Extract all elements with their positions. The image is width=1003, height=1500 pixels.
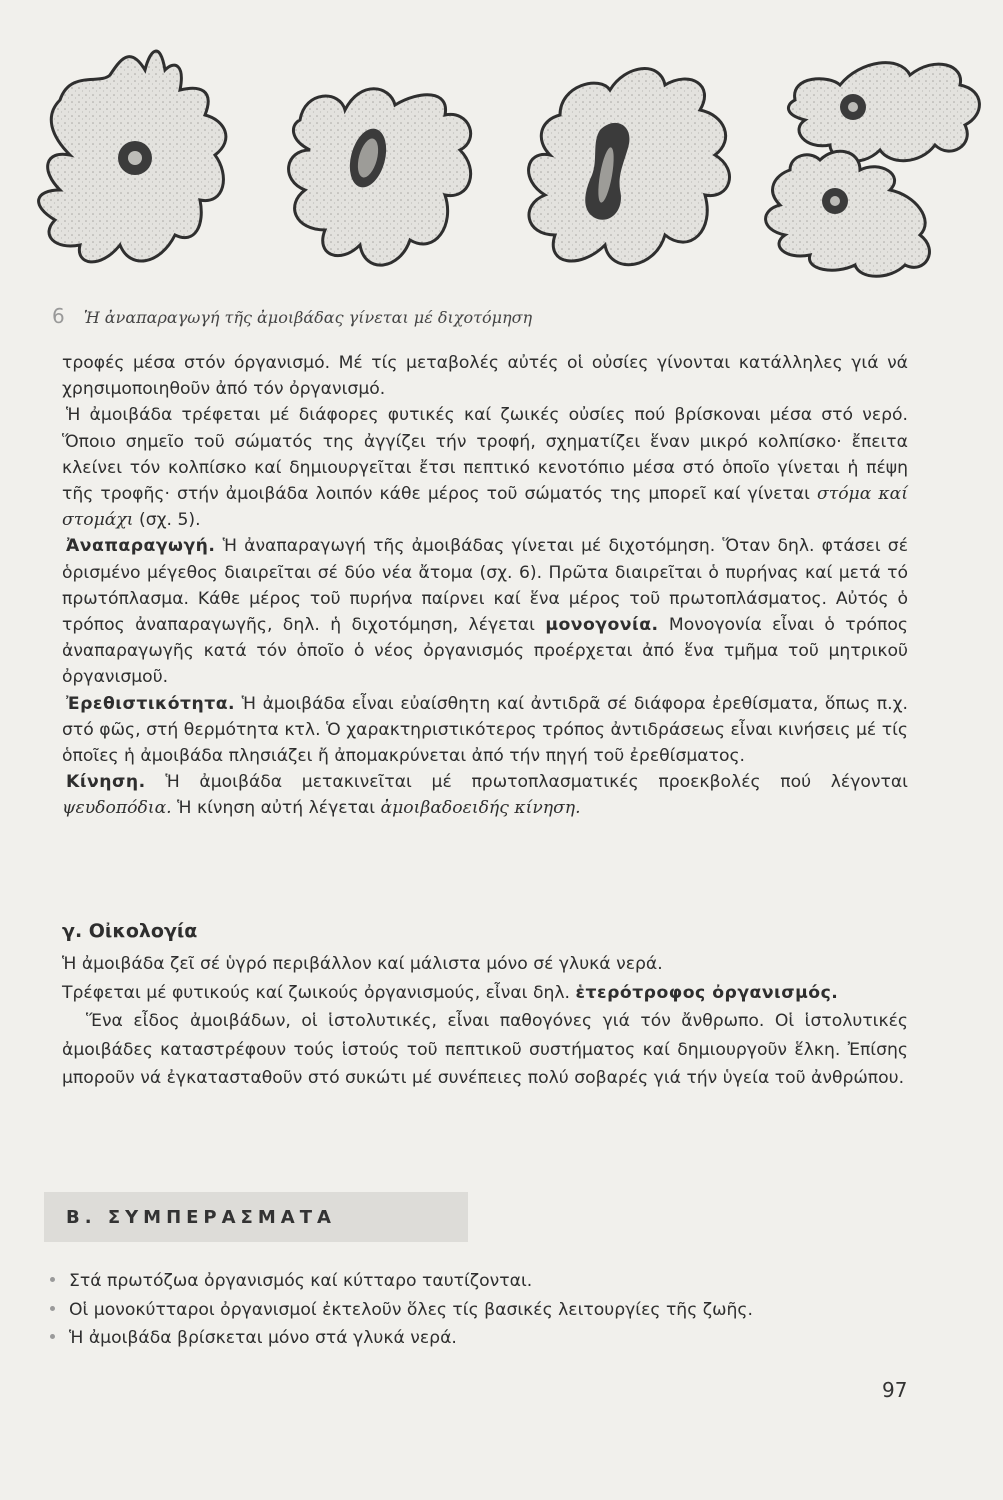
ecology-feeding [62, 979, 908, 1008]
amoeboid-movement-term: ἀμοιβαδοειδής κίνηση. [380, 798, 581, 819]
paragraph-movement [62, 769, 908, 821]
body-text [62, 350, 908, 822]
figure-caption [52, 304, 532, 328]
irritability-heading: Ἐρεθιστικότητα. [66, 693, 236, 714]
monogony-definition: Μονογονία εἶναι ὁ τρόπος ἀναπαραγωγῆς κατά τόν ὁποῖο ὁ νέος ὀργανισμός προέρχεται ἀπό ἕνα τμῆμα τοῦ μητρικοῦ ὀργανισμοῦ. [62, 615, 908, 688]
conclusions-list [50, 1267, 930, 1353]
pseudopodia-term: ψευδοπόδια. [62, 798, 172, 819]
ecology-feeding-text: Τρέφεται μέ φυτικούς καί ζωικούς ὀργανισμούς, εἶναι δηλ. [62, 982, 571, 1003]
conclusions-heading: Β. ΣΥΜΠΕΡΑΣΜΑΤΑ [66, 1207, 336, 1228]
nutrition-reference: (σχ. 5). [139, 510, 201, 531]
ecology-heading: γ. Οἰκολογία [62, 920, 198, 942]
bullet-icon [50, 1277, 55, 1282]
list-item [50, 1267, 930, 1296]
page-number: 97 [882, 1378, 908, 1402]
nutrition-emphasis: στόμα καί στομάχι [62, 484, 908, 531]
reproduction-text: Ἡ ἀναπαραγωγή τῆς ἀμοιβάδας γίνεται μέ διχοτόμηση. Ὅταν δηλ. φτάσει σέ ὁρισμένο μέγεθος διαιρεῖται σέ δύο νέα ἄτομα (σχ. 6). Πρῶτα διαιρεῖται ὁ πυρήνας καί μετά τό πρωτόπλασμα. Κάθε μέρος τοῦ πυρήνα παίρνει καί ἕνα μέρος τοῦ πρωτοπλάσματος. Αὐτός ὁ τρόπος ἀναπαραγωγῆς, δηλ. ἡ διχοτόμηση, λέγεται [62, 536, 908, 636]
amoeba-stage-4-lower [766, 151, 930, 276]
nutrition-text: Ἡ ἀμοιβάδα τρέφεται μέ διάφορες φυτικές καί ζωικές οὐσίες πού βρίσκοναι μέσα στό νερό. Ὅποιο σημεῖο τοῦ σώματός της ἀγγίζει τήν τροφή, σχηματίζει ἕναν μικρό κολπίσκο· ἔπειτα κλείνει τόν κολπίσκο καί δημιουργεῖται ἔτσι πεπτικό κενοτόπιο μέσα στό ὁποῖο γίνεται ἡ πέψη τῆς τροφῆς· στήν ἀμοιβάδα λοιπόν κάθε μέρος τοῦ σώματός της μπορεῖ καί γίνεται [62, 405, 908, 505]
amoeba-division-figure [0, 30, 1003, 300]
conclusion-text: Οἱ μονοκύτταροι ὀργανισμοί ἐκτελοῦν ὅλες τίς βασικές λειτουργίες τῆς ζωῆς. [69, 1299, 753, 1320]
amoeba-stage-4-upper [788, 63, 979, 162]
irritability-text: Ἡ ἀμοιβάδα εἶναι εὐαίσθητη καί ἀντιδρᾶ σέ διάφορα ἐρεθίσματα, ὅπως π.χ. στό φῶς, στή θερμότητα κτλ. Ὁ χαρακτηριστικότερος τρόπος ἀντιδράσεως εἶναι κινήσεις μέ τίς ὁποῖες ἡ ἀμοιβάδα πλησιάζει ἤ ἀπομακρύνεται ἀπό τήν πηγή τοῦ ἐρεθίσματος. [62, 693, 908, 767]
conclusion-text: Στά πρωτόζωα ὀργανισμός καί κύτταρο ταυτίζονται. [69, 1271, 533, 1291]
ecology-habitat: Ἡ ἀμοιβάδα ζεῖ σέ ὑγρό περιβάλλον καί μάλιστα μόνο σέ γλυκά νερά. [62, 954, 663, 974]
amoeba-stage-2 [289, 89, 471, 265]
ecology-text [62, 950, 908, 1093]
figure-caption-text: Ἡ ἀναπαραγωγή τῆς ἀμοιβάδας γίνεται μέ διχοτόμηση [83, 308, 533, 327]
list-item [50, 1296, 930, 1325]
movement-heading: Κίνηση. [66, 772, 146, 793]
bullet-icon [50, 1334, 55, 1339]
bullet-icon [50, 1306, 55, 1311]
amoeba-division-illustration [0, 30, 1003, 300]
movement-text: Ἡ ἀμοιβάδα μετακινεῖται μέ πρωτοπλασματικές προεκβολές πού λέγονται [165, 772, 909, 793]
paragraph-metabolism: τροφές μέσα στόν όργανισμό. Μέ τίς μεταβολές αὐτές οἱ οὐσίες γίνονται κατάλληλες γιά νά χρησιμοποιηθοῦν ἀπό τόν ὀργανισμό. [62, 353, 908, 400]
conclusion-text: Ἡ ἀμοιβάδα βρίσκεται μόνο στά γλυκά νερά. [69, 1328, 457, 1348]
ecology-pathogens: Ἕνα εἶδος ἀμοιβάδων, οἱ ἱστολυτικές, εἶναι παθογόνες γιά τόν ἄνθρωπο. Οἱ ἱστολυτικές ἀμοιβάδες καταστρέφουν τούς ἱστούς τοῦ πεπτικοῦ συστήματος καί δημιουργοῦν ἕλκη. Ἐπίσης μποροῦν νά ἐγκατασταθοῦν στό συκώτι μέ συνέπειες πολύ σοβαρές γιά τήν ὑγεία τοῦ ἀνθρώπου. [62, 1011, 908, 1088]
monogony-term: μονογονία. [545, 615, 659, 636]
paragraph-reproduction [62, 533, 908, 690]
amoeba-stage-1 [39, 51, 226, 262]
list-item [50, 1324, 930, 1353]
reproduction-heading: Ἀναπαραγωγή. [66, 536, 216, 557]
paragraph-irritability [62, 691, 908, 770]
movement-text-2: Ἡ κίνηση αὐτή λέγεται [177, 798, 376, 819]
paragraph-nutrition [62, 402, 908, 533]
heterotroph-term: ἑτερότροφος ὀργανισμός. [575, 982, 839, 1003]
figure-number: 6 [52, 304, 65, 328]
amoeba-stage-3 [529, 69, 730, 265]
